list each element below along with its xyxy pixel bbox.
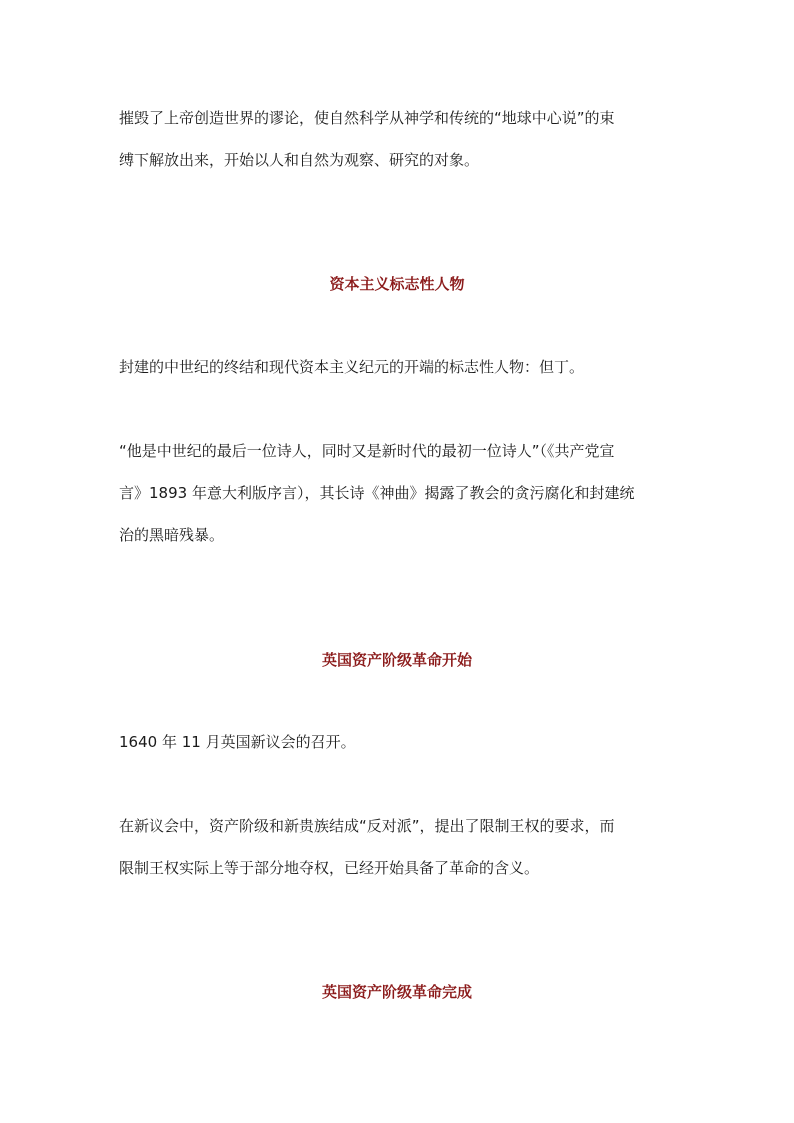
paragraph-line: “他是中世纪的最后一位诗人，同时又是新时代的最初一位诗人”（《共产党宣 (119, 442, 615, 460)
paragraph-line: 言》1893 年意大利版序言），其长诗《神曲》揭露了教会的贪污腐化和封建统 (119, 484, 635, 502)
paragraph-line: 治的黑暗残暴。 (119, 526, 225, 544)
paragraph-line: 摧毁了上帝创造世界的谬论，使自然科学从神学和传统的“地球中心说”的束 (119, 109, 615, 127)
section-heading-revolution-start: 英国资产阶级革命开始 (321, 651, 472, 669)
paragraph-dante (119, 346, 679, 388)
paragraph-heliocentric (119, 97, 679, 181)
paragraph-line: 缚下解放出来，开始以人和自然为观察、研究的对象。 (119, 151, 480, 169)
paragraph-line: 1640 年 11 月英国新议会的召开。 (119, 733, 356, 751)
paragraph-divine-comedy (119, 430, 679, 556)
section-heading-capitalism-figure: 资本主义标志性人物 (329, 275, 465, 293)
paragraph-line: 限制王权实际上等于部分地夺权，已经开始具备了革命的含义。 (119, 859, 540, 877)
paragraph-line: 封建的中世纪的终结和现代资本主义纪元的开端的标志性人物：但丁。 (119, 358, 585, 376)
paragraph-line: 在新议会中，资产阶级和新贵族结成“反对派”，提出了限制王权的要求，而 (119, 817, 615, 835)
paragraph-1640-parliament (119, 721, 679, 763)
section-heading-revolution-complete: 英国资产阶级革命完成 (321, 983, 472, 1001)
paragraph-opposition (119, 805, 679, 889)
